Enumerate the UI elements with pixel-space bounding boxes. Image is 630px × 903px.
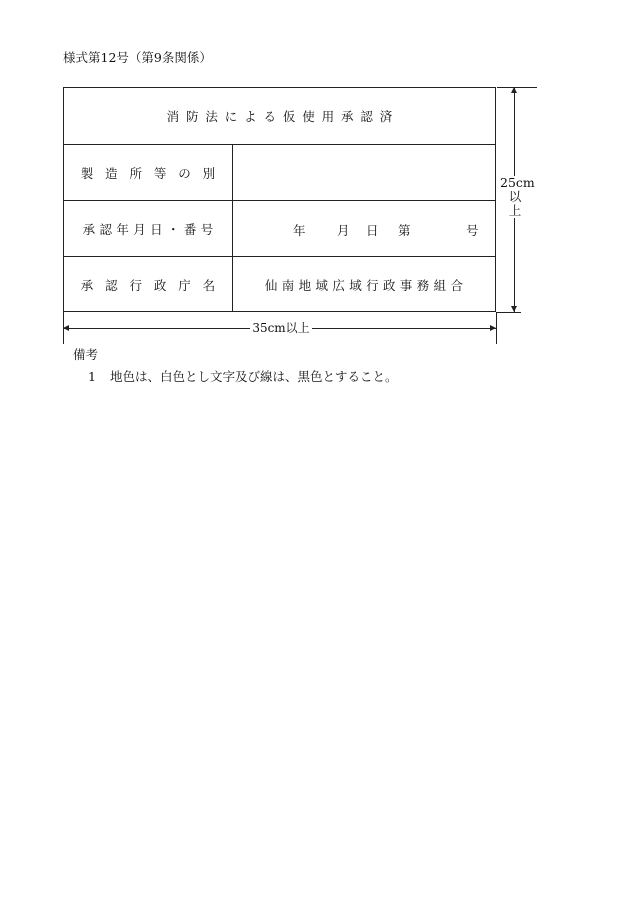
authority-label: 承認行政庁名 (64, 257, 233, 312)
height-suffix-1: 以 (508, 189, 522, 204)
height-suffix-2: 上 (508, 203, 522, 218)
height-label (500, 175, 535, 218)
sign-row-authority (64, 257, 495, 312)
approval-date-label: 承認年月日・番号 (64, 201, 233, 256)
date-year-unit: 年 (293, 222, 306, 238)
notes-item-number: 1 (88, 369, 96, 384)
notes-item (88, 369, 398, 385)
authority-value: 仙南地域広域行政事務組合 (264, 277, 468, 293)
number-suffix: 号 (466, 222, 479, 238)
arrow-down-icon (511, 306, 517, 312)
height-extension-top (497, 87, 537, 88)
sign-row-approval-date (64, 201, 495, 257)
sign-row-facility-type (64, 145, 495, 201)
notes-heading: 備考 (73, 347, 99, 362)
arrow-right-icon (490, 325, 496, 331)
width-label: 35cm以上 (250, 320, 312, 336)
number-prefix: 第 (398, 222, 411, 238)
approval-date-value (233, 201, 495, 256)
sign-board (63, 87, 496, 312)
height-value: 25cm (500, 175, 535, 190)
form-title: 様式第12号（第9条関係） (63, 50, 212, 65)
date-month-unit: 月 (337, 222, 350, 238)
width-extension-right (496, 312, 497, 344)
height-extension-bottom (497, 312, 521, 313)
sign-heading: 消防法による仮使用承認済 (166, 109, 400, 124)
notes-item-text: 地色は、白色とし文字及び線は、黒色とすること。 (110, 369, 398, 384)
sign-heading-row (64, 88, 495, 145)
facility-type-label: 製造所等の別 (64, 145, 233, 200)
facility-type-value (233, 145, 495, 200)
date-day-unit: 日 (366, 222, 379, 238)
